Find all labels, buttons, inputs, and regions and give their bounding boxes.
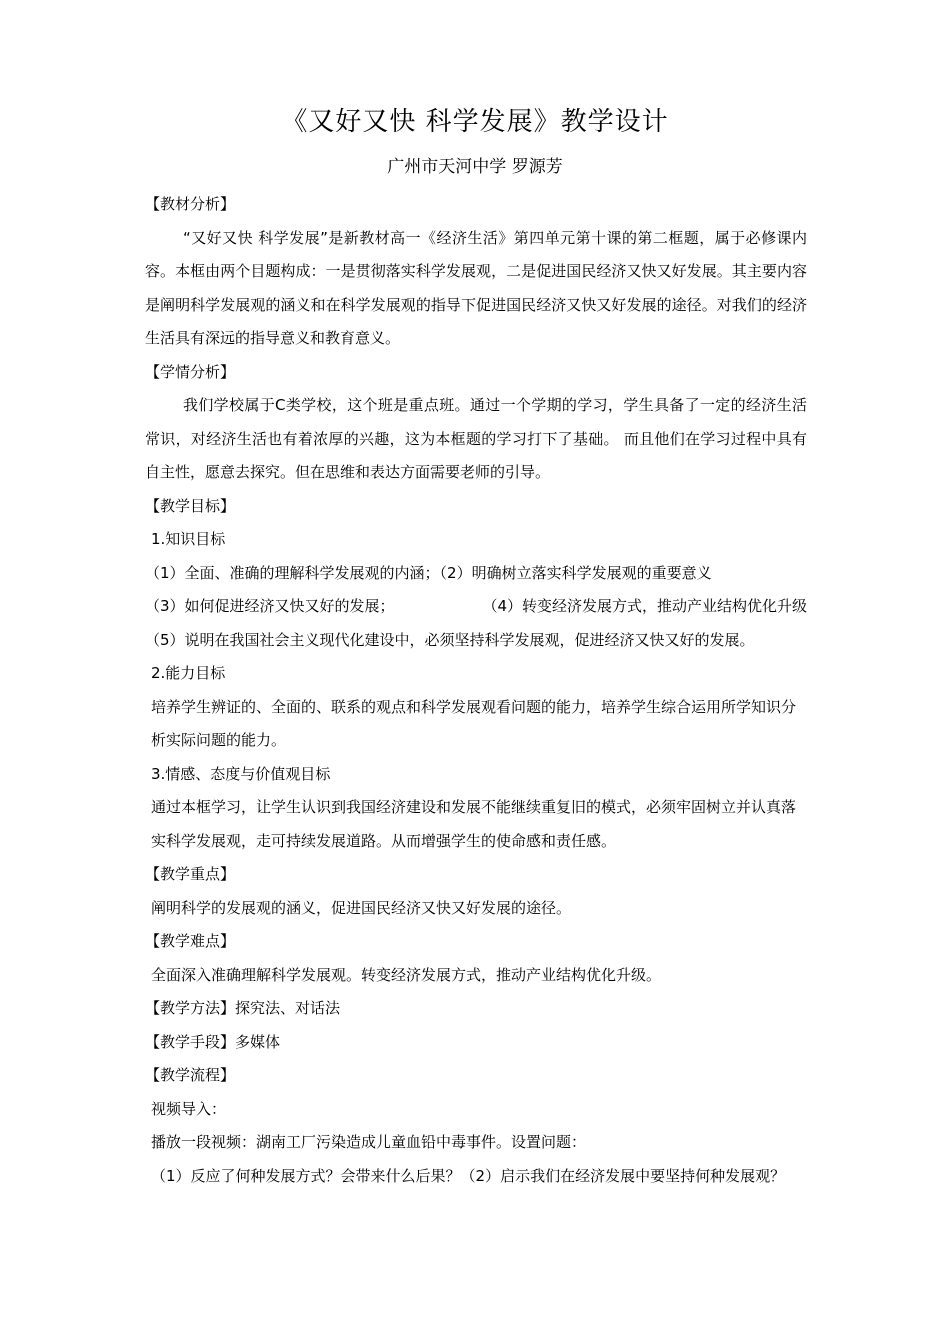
- section-heading-key: 【教学重点】: [145, 865, 236, 883]
- section-heading-student: 【学情分析】: [145, 362, 236, 381]
- goal3-paragraph: 通过本框学习，让学生认识到我国经济建设和发展不能继续重复旧的模式，必须牢固树立并认真落实科学发展观，走可持续发展道路。从而增强学生的使命感和责任感。: [151, 798, 797, 850]
- document-body: [145, 188, 807, 1193]
- goal2-heading: 2.能力目标: [151, 664, 226, 682]
- section-heading-difficult: 【教学难点】: [145, 932, 236, 950]
- teaching-method-line: 【教学方法】探究法、对话法: [145, 999, 341, 1017]
- document-title: 《又好又快 科学发展》教学设计: [281, 107, 669, 137]
- goal1-heading: 1.知识目标: [151, 530, 226, 548]
- flow-questions: （1）反应了何种发展方式？会带来什么后果？（2）启示我们在经济发展中要坚持何种发展观？: [151, 1166, 786, 1185]
- goal1-item-4: （4）转变经济发展方式，推动产业结构优化升级: [482, 597, 807, 615]
- section-heading-goals: 【教学目标】: [145, 496, 236, 515]
- section-heading-material: 【教材分析】: [145, 195, 236, 213]
- document-author: 广州市天河中学 罗源芳: [387, 157, 563, 177]
- goal3-heading: 3.情感、态度与价值观目标: [151, 764, 331, 783]
- teaching-means-line: 【教学手段】多媒体: [145, 1032, 281, 1051]
- flow-intro: 视频导入：: [151, 1099, 227, 1118]
- student-analysis-paragraph: 我们学校属于C类学校，这个班是重点班。通过一个学期的学习，学生具备了一定的经济生活常识，对经济生活也有着浓厚的兴趣，这为本框题的学习打下了基础。 而且他们在学习过程中具有自主性，愿意去探究。但在思维和表达方面需要老师的引导。: [145, 396, 807, 481]
- section-heading-flow: 【教学流程】: [145, 1066, 236, 1084]
- material-analysis-paragraph: “又好又快 科学发展”是新教材高一《经济生活》第四单元第十课的第二框题，属于必修课内容。本框由两个目题构成：一是贯彻落实科学发展观，二是促进国民经济又快又好发展。其主要内容是阐明科学发展观的涵义和在科学发展观的指导下促进国民经济又快又好发展的途径。对我们的经济生活具有深远的指导意义和教育意义。: [145, 228, 807, 347]
- goal1-item-1-2: （1）全面、准确的理解科学发展观的内涵；（2）明确树立落实科学发展观的重要意义: [145, 563, 712, 582]
- difficult-point-paragraph: 全面深入准确理解科学发展观。转变经济发展方式，推动产业结构优化升级。: [151, 965, 662, 984]
- goal1-item-3: （3）如何促进经济又快又好的发展；: [145, 597, 395, 615]
- goal2-paragraph: 培养学生辨证的、全面的、联系的观点和科学发展观看问题的能力，培养学生综合运用所学知识分析实际问题的能力。: [151, 697, 797, 749]
- goal1-item-row: [145, 590, 807, 624]
- flow-video: 播放一段视频：湖南工厂污染造成儿童血铅中毒事件。设置问题：: [151, 1133, 587, 1151]
- goal1-item-5: （5）说明在我国社会主义现代化建设中，必须坚持科学发展观，促进经济又快又好的发展。: [145, 630, 755, 649]
- key-point-paragraph: 阐明科学的发展观的涵义，促进国民经济又快又好发展的途径。: [151, 898, 572, 917]
